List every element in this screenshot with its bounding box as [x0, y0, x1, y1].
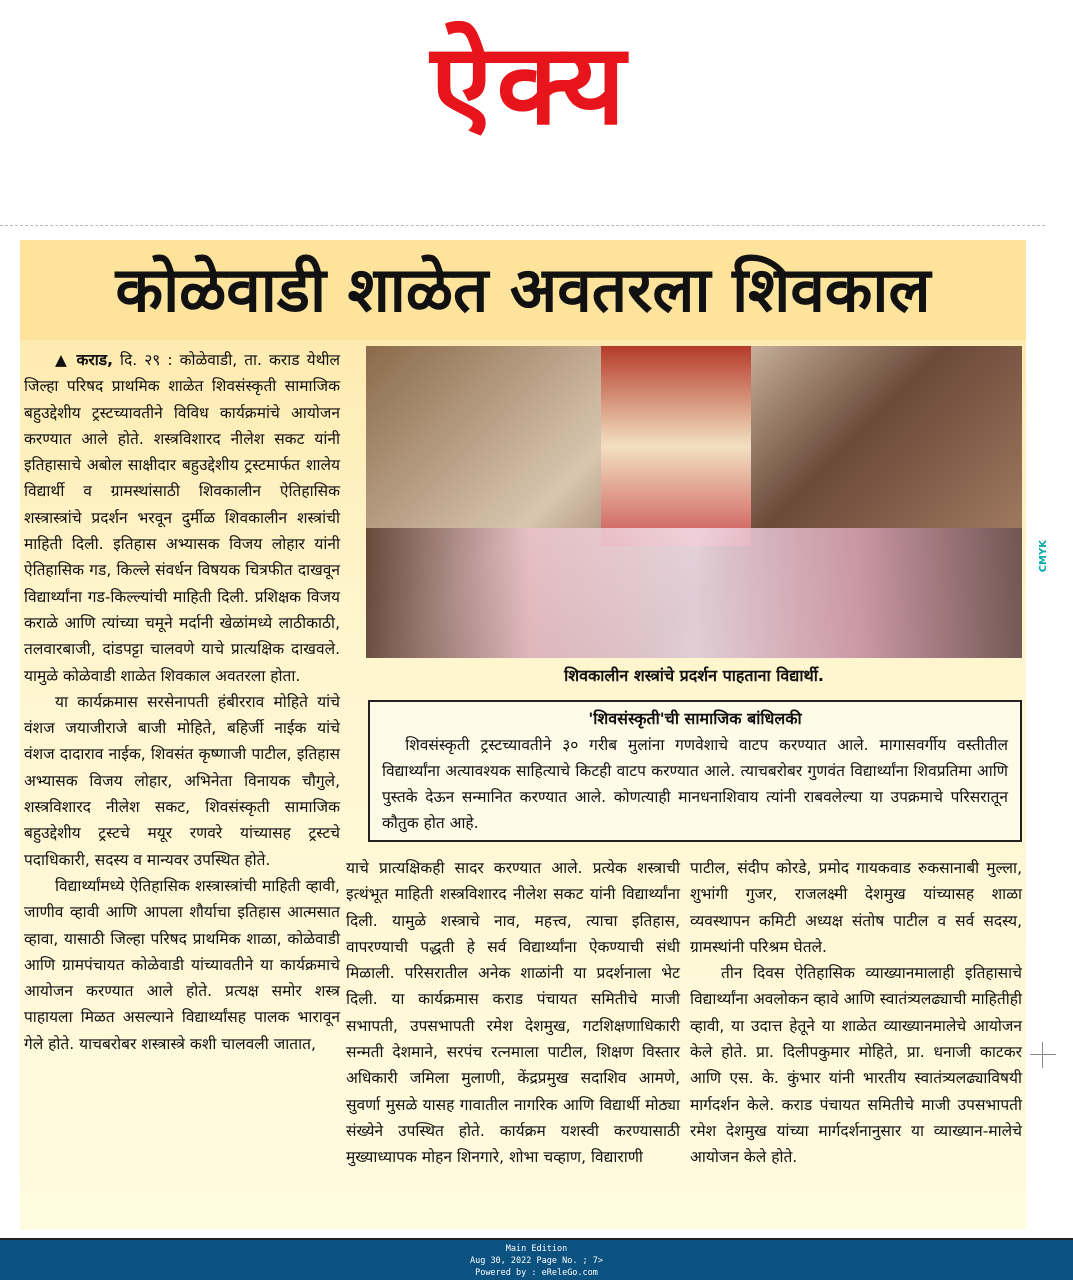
- sidebar-box: [368, 700, 1022, 842]
- footer: [0, 1238, 1073, 1280]
- divider: [0, 225, 1045, 226]
- sidebar-title: 'शिवसंस्कृती'ची सामाजिक बांधिलकी: [588, 709, 802, 728]
- paragraph: विद्यार्थ्यांमध्ये ऐतिहासिक शस्त्रास्त्रांची माहिती व्हावी, जाणीव व्हावी आणि आपला शौर्याचा इतिहास आत्मसात व्हावा, यासाठी जिल्हा परिषद प्राथमिक शाळा, कोळेवाडी आणि ग्रामपंचायत कोळेवाडी यांच्यावतीने या कार्यक्रमाचे आयोजन करण्यात आले होते. प्रत्यक्ष समोर शस्त्र पाहायला मिळत असल्याने विद्यार्थ्यांसह पालक भारावून गेले होते. याचबरोबर शस्त्रास्त्रे कशी चालवली जातात,: [24, 876, 340, 1053]
- paragraph: पाटील, संदीप कोरडे, प्रमोद गायकवाड रुकसानाबी मुल्ला, शुभांगी गुजर, राजलक्ष्मी देशमुख यांच्यासह शाळा व्यवस्थापन कमिटी अध्यक्ष संतोष पाटील व सर्व सदस्य, ग्रामस्थांनी परिश्रम घेतले.: [690, 859, 1022, 956]
- sidebar-body: शिवसंस्कृती ट्रस्टच्यावतीने ३० गरीब मुलांना गणवेशाचे वाटप करण्यात आले. मागासवर्गीय वस्तीतील विद्यार्थ्यांना अत्यावश्यक साहित्याचे किटही वाटप करण्यात आले. त्याचबरोबर गुणवंत विद्यार्थ्यांना शिवप्रतिमा आणि पुस्तके देऊन सन्मानित करण्यात आले. कोणत्याही मानधनाशिवाय त्यांनी राबवलेल्या या उपक्रमाचे परिसरातून कौतुक होत आहे.: [382, 736, 1008, 832]
- headline: कोळेवाडी शाळेत अवतरला शिवकाल: [20, 240, 1026, 340]
- registration-crosshair-icon: [1030, 1042, 1056, 1068]
- photo-caption: शिवकालीन शस्त्रांचे प्रदर्शन पाहताना विद्यार्थी.: [564, 666, 824, 685]
- article-photo: [366, 346, 1022, 658]
- paragraph: या कार्यक्रमास सरसेनापती हंबीरराव मोहिते यांचे वंशज जयाजीराजे बाजी मोहिते, बहिर्जी नाईक यांचे वंशज दादाराव नाईक, शिवसंत कृष्णाजी पाटील, इतिहास अभ्यासक विजय लोहार, अभिनेता विनायक चौगुले, शस्त्रविशारद नीलेश सकट, शिवसंस्कृती सामाजिक बहुउद्देशीय ट्रस्टचे मयूर रणवरे यांच्यासह ट्रस्टचे पदाधिकारी, सदस्य व मान्यवर उपस्थित होते.: [24, 692, 340, 869]
- newspaper-logo: ऐक्य: [430, 20, 630, 150]
- edition: Main Edition: [505, 1244, 568, 1254]
- paragraph: तीन दिवस ऐतिहासिक व्याख्यानमालाही इतिहासाचे विद्यार्थ्यांना अवलोकन व्हावे आणि स्वातंत्र्यलढ्याची माहितीही व्हावी, या उदात्त हेतूने या शाळेत व्याख्यानमालेचे आयोजन केले होते. प्रा. दिलीपकुमार मोहिते, प्रा. धनाजी काटकर आणि एस. के. कुंभार यांनी भारतीय स्वातंत्र्यलढ्याविषयी मार्गदर्शन केले. कराड पंचायत समितीचे माजी उपसभापती रमेश देशमुख यांच्या मार्गदर्शनानुसार या व्याख्यान-मालेचे आयोजन केले होते.: [690, 964, 1022, 1167]
- cmyk-mark: CMYK: [1038, 540, 1049, 573]
- powered-by-link[interactable]: Powered by : eReleGo.com: [475, 1268, 598, 1278]
- dateline: ▲ कराड,: [55, 351, 113, 369]
- portrait-painting: [601, 346, 751, 546]
- date-page: Aug 30, 2022 Page No. ; 7>: [469, 1256, 604, 1266]
- paragraph-text: दि. २९ : कोळेवाडी, ता. कराड येथील जिल्हा परिषद प्राथमिक शाळेत शिवसंस्कृती सामाजिक बहुउद्देशीय ट्रस्टच्यावतीने विविध कार्यक्रमांचे आयोजन करण्यात आले होते. शस्त्रविशारद नीलेश सकट यांनी इतिहासाचे अबोल साक्षीदार बहुउद्देशीय ट्रस्टमार्फत शालेय विद्यार्थी व ग्रामस्थांसाठी शिवकालीन ऐतिहासिक शस्त्रास्त्रांचे प्रदर्शन भरवून दुर्मीळ शिवकालीन शस्त्रांची माहिती दिली. इतिहास अभ्यासक विजय लोहार यांनी ऐतिहासिक गड, किल्ले संवर्धन विषयक चित्रफीत दाखवून विद्यार्थ्यांना गड-किल्ल्यांची माहिती दिली. प्रशिक्षक विजय कराळे आणि त्यांच्या चमूने मर्दानी खेळांमध्ये लाठीकाठी, तलवारबाजी, दांडपट्टा चालवणे याचे प्रात्यक्षिक दाखवले. यामुळे कोळेवाडी शाळेत शिवकाल अवतरला होता.: [24, 351, 340, 685]
- paragraph: [24, 347, 340, 689]
- paragraph: याचे प्रात्यक्षिकही सादर करण्यात आले. प्रत्येक शस्त्राची इत्थंभूत माहिती शस्त्रविशारद नीलेश सकट यांनी विद्यार्थ्यांना दिली. यामुळे शस्त्राचे नाव, महत्त्व, त्याचा इतिहास, वापरण्याची पद्धती हे सर्व विद्यार्थ्यांना ऐकण्याची संधी मिळाली. परिसरातील अनेक शाळांनी या प्रदर्शनाला भेट दिली. या कार्यक्रमास कराड पंचायत समितीचे माजी सभापती, उपसभापती रमेश देशमुख, गटशिक्षणाधिकारी सन्मती देशमाने, सरपंच रत्नमाला पाटील, शिक्षण विस्तार अधिकारी जमिला मुलाणी, केंद्रप्रमुख सदाशिव आमणे, सुवर्णा मुसळे यासह गावातील नागरिक आणि विद्यार्थी मोठ्या संख्येने उपस्थित होते. कार्यक्रम यशस्वी करण्यासाठी मुख्याध्यापक मोहन शिनगारे, शोभा चव्हाण, विद्याराणी: [346, 859, 680, 1167]
- column-2: [346, 855, 680, 1171]
- column-1: [24, 347, 340, 1057]
- students-crowd: [366, 528, 1022, 658]
- column-3: [690, 855, 1022, 1171]
